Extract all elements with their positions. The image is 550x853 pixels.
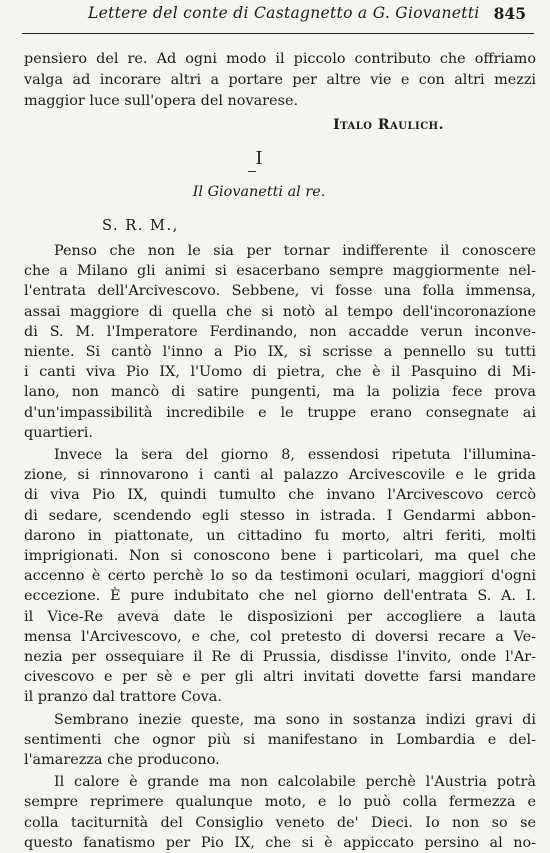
section-number: I — [255, 148, 263, 169]
body-line: di viva Pio IX, quindi tumulto che invano l'Arcivescovo cercò — [24, 487, 536, 504]
body-line: zione, si rinnovarono i canti al palazzo Arcivescovile e le grida — [24, 467, 536, 484]
page-number: 845 — [493, 4, 526, 23]
body-line: il Vice-Re aveva date le disposizioni per accogliere a lauta — [24, 608, 536, 625]
body-line: Invece la sera del giorno 8, essendosi ripetuta l'illumina- — [54, 447, 536, 463]
running-title: Lettere del conte di Castagnetto a G. Giovanetti — [88, 4, 480, 22]
body-line: mensa l'Arcivescovo, e che, col pretesto di doversi recare a Ve- — [24, 628, 536, 645]
intro-line: maggior luce sull'opera del novarese. — [24, 93, 299, 109]
body-line: Sembrano inezie queste, ma sono in sostanza indizi gravi di — [54, 711, 536, 728]
body-line: eccezione. È pure indubitato che nel giorno dell'entrata S. A. I. — [24, 588, 536, 605]
body-line: l'amarezza che producono. — [24, 752, 220, 768]
salutation: S. R. M., — [102, 217, 179, 234]
body-line: sentimenti che ognor più si manifestano in Lombardia e del- — [24, 731, 536, 748]
body-line: lano, non mancò di satire pungenti, ma la polizia fece prova — [24, 384, 536, 401]
body-line: colla taciturnità del Consiglio veneto de' Dieci. Io non so se — [24, 814, 536, 831]
header-rule — [22, 33, 534, 34]
body-line: niente. Si cantò l'inno a Pio IX, si scrisse a pennello su tutti — [24, 344, 536, 360]
body-line: imprigionati. Non si conoscono bene i particolari, ma quel che — [24, 548, 536, 564]
body-line: Il calore è grande ma non calcolabile perchè l'Austria potrà — [54, 774, 536, 791]
body-line: Penso che non le sia per tornar indifferente il conoscere — [54, 243, 536, 259]
body-line: il pranzo dal trattore Cova. — [24, 689, 222, 706]
author-signature: Italo Raulich. — [333, 117, 444, 133]
section-ornament — [248, 171, 256, 172]
body-line: quartieri. — [24, 424, 93, 441]
body-line: d'un'impassibilità incredibile e le truppe erano consegnate ai — [24, 404, 536, 421]
body-line: darono in piattonate, un cittadino fu morto, altri feriti, molti — [24, 527, 536, 544]
body-line: i canti viva Pio IX, l'Uomo di pietra, che è il Pasquino di Mi- — [24, 364, 536, 381]
intro-line: valga ad incorare altri a portare per altre vie e con altri mezzi — [24, 72, 536, 88]
body-line: l'entrata dell'Arcivescovo. Sebbene, vi fosse una folla immensa, — [24, 283, 536, 300]
body-line: nezia per ossequiare il Re di Prussia, disdisse l'invito, onde l'Ar- — [24, 649, 536, 665]
section-title: Il Giovanetti al re. — [192, 184, 326, 200]
body-line: accenno è certo perchè lo so da testimoni oculari, maggiori d'ogni — [24, 568, 536, 585]
body-line: di S. M. l'Imperatore Ferdinando, non accadde verun inconve- — [24, 323, 536, 340]
intro-line: pensiero del re. Ad ogni modo il piccolo contributo che offriamo — [24, 51, 536, 67]
body-line: sempre reprimere qualunque moto, e lo può colla fermezza e — [24, 794, 536, 811]
body-line: di sedare, scendendo egli stesso in istrada. I Gendarmi abbon- — [24, 507, 536, 524]
running-header — [0, 0, 550, 36]
body-line: che a Milano gli animi si esacerbano sempre maggiormente nel- — [24, 263, 536, 280]
body-line: questo fanatismo per Pio IX, che si è appiccato persino al no- — [24, 834, 536, 851]
body-line: civescovo e per sè e per gli altri invitati dovette farsi mandare — [24, 669, 536, 686]
body-line: assai maggiore di quella che si notò al tempo dell'incoronazione — [24, 303, 536, 320]
